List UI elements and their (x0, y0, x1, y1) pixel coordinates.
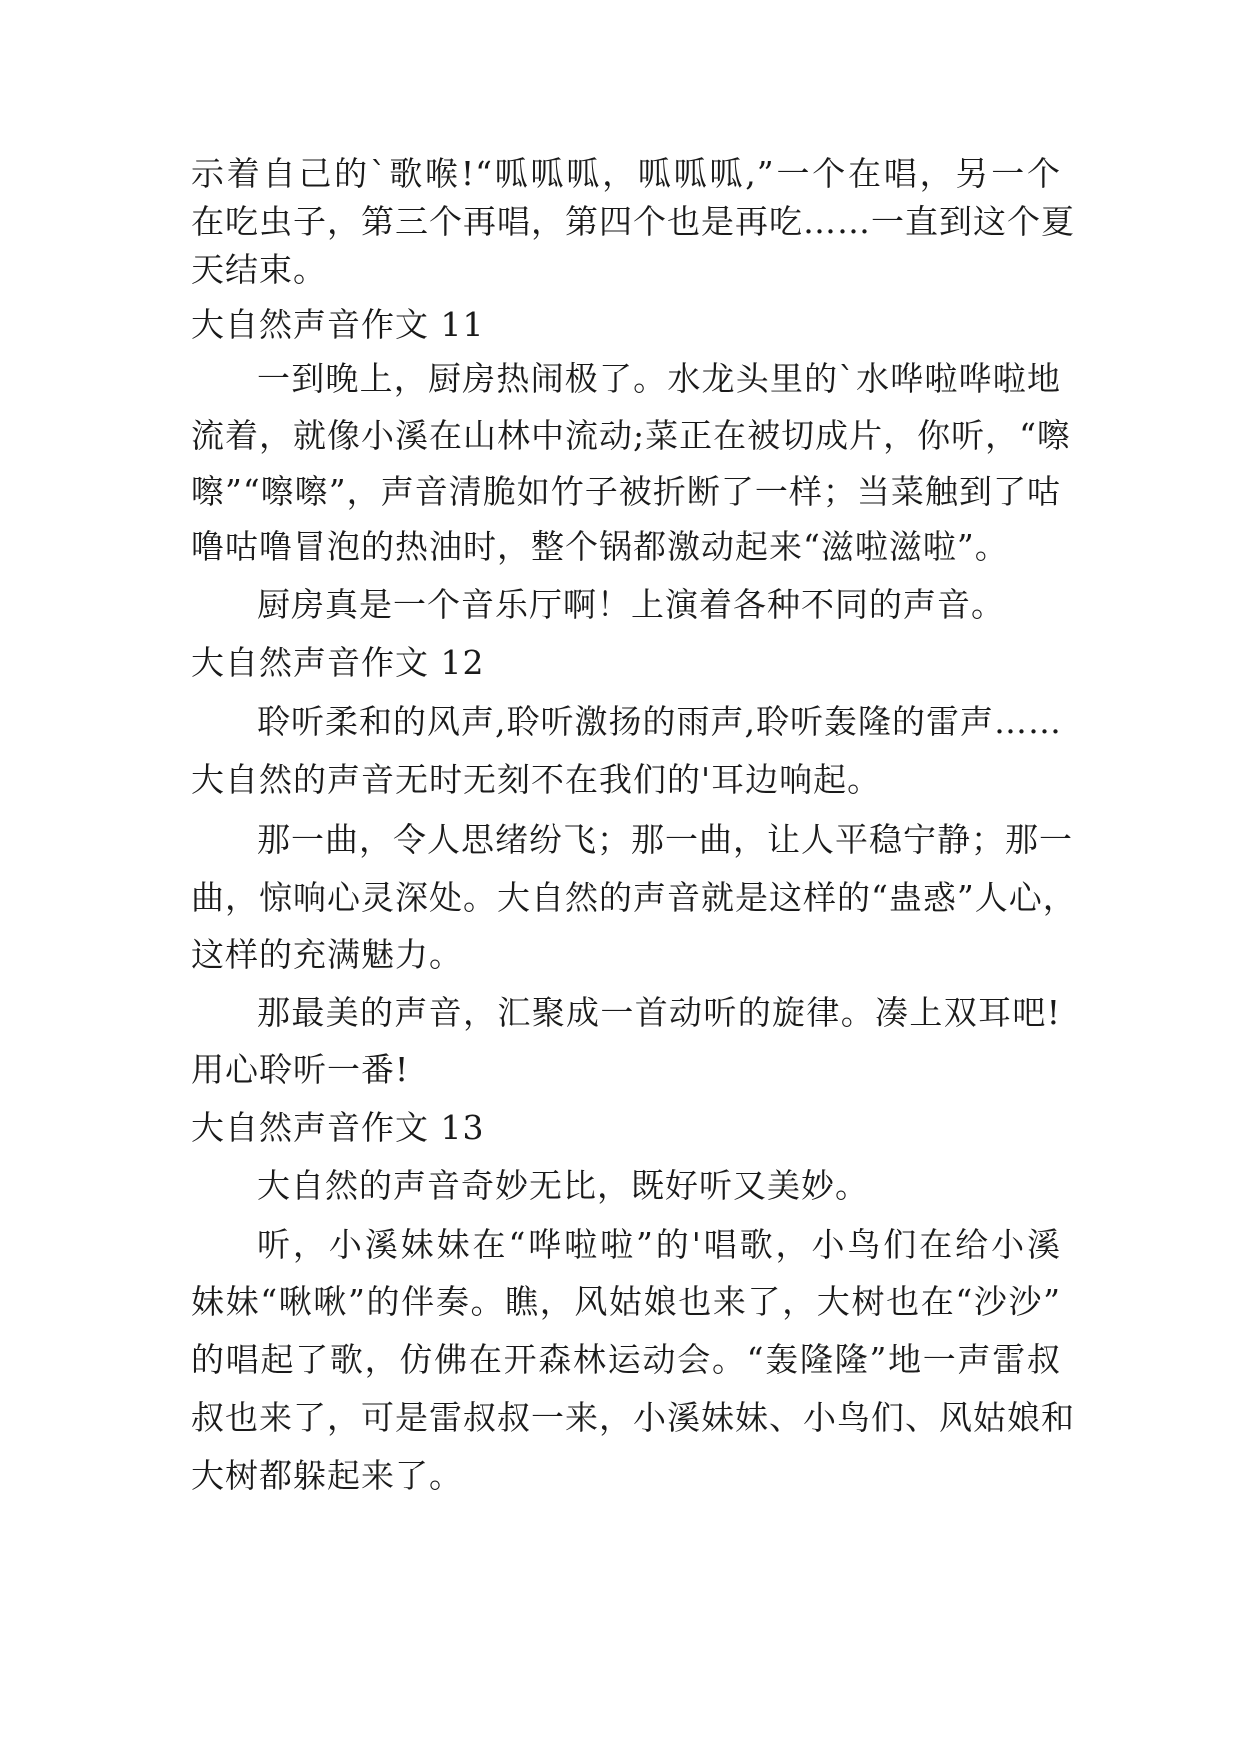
section-heading: 大自然声音作文 12 (191, 643, 485, 682)
text-line: 大自然的声音奇妙无比，既好听又美妙。 (257, 1166, 869, 1205)
text-line: 聆听柔和的风声,聆听激扬的雨声,聆听轰隆的雷声…… (257, 702, 1062, 741)
text-line: 听，小溪妹妹在“哗啦啦”的'唱歌，小鸟们在给小溪 (257, 1225, 1061, 1264)
text-line: 噜咕噜冒泡的热油时，整个锅都激动起来“滋啦滋啦”。 (191, 527, 1009, 566)
text-line: 一到晚上，厨房热闹极了。水龙头里的`水哗啦哗啦地 (257, 359, 1061, 398)
text-line: 大自然的声音无时无刻不在我们的'耳边响起。 (191, 760, 882, 799)
text-line: 妹妹“啾啾”的伴奏。瞧，风姑娘也来了，大树也在“沙沙” (191, 1282, 1061, 1321)
text-line: 天结束。 (191, 250, 327, 289)
text-line: 流着，就像小溪在山林中流动;菜正在被切成片，你听，“嚓 (191, 416, 1071, 455)
section-heading: 大自然声音作文 11 (191, 305, 485, 344)
text-line: 那一曲，令人思绪纷飞；那一曲，让人平稳宁静；那一 (257, 820, 1073, 859)
text-line: 示着自己的`歌喉!“呱呱呱，呱呱呱,”一个在唱，另一个 (191, 154, 1061, 193)
text-line: 的唱起了歌，仿佛在开森林运动会。“轰隆隆”地一声雷叔 (191, 1340, 1061, 1379)
text-line: 曲，惊响心灵深处。大自然的声音就是这样的“蛊惑”人心， (191, 878, 1077, 917)
text-line: 叔也来了，可是雷叔叔一来，小溪妹妹、小鸟们、风姑娘和 (191, 1398, 1075, 1437)
text-line: 那最美的声音，汇聚成一首动听的旋律。凑上双耳吧! (257, 993, 1061, 1032)
text-line: 用心聆听一番! (191, 1050, 410, 1089)
section-heading: 大自然声音作文 13 (191, 1108, 485, 1147)
text-line: 嚓”“嚓嚓”，声音清脆如竹子被折断了一样；当菜触到了咕 (191, 472, 1061, 511)
text-line: 大树都躲起来了。 (191, 1456, 463, 1495)
text-line: 厨房真是一个音乐厅啊！上演着各种不同的声音。 (257, 585, 1005, 624)
text-line: 这样的充满魅力。 (191, 935, 463, 974)
text-line: 在吃虫子，第三个再唱，第四个也是再吃……一直到这个夏 (191, 202, 1075, 241)
